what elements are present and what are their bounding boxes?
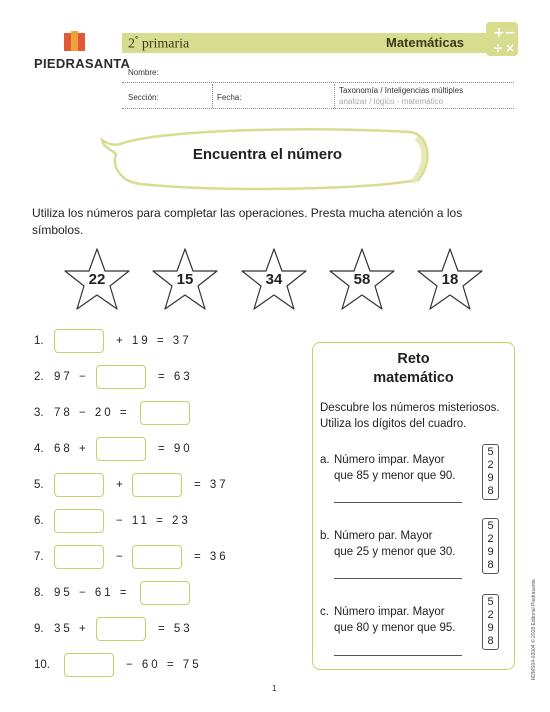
exercise-6-text: − 11 = 23 — [116, 515, 191, 527]
exercise-2-result: = 63 — [158, 371, 193, 383]
exercise-1-number: 1. — [34, 335, 44, 347]
reto-question-letter: c. — [320, 606, 329, 618]
exercise-4-text: 68 + — [54, 443, 89, 455]
answer-box[interactable] — [140, 401, 190, 425]
exercise-6-number: 6. — [34, 515, 44, 527]
svg-text:÷: ÷ — [493, 41, 504, 55]
answer-line[interactable] — [334, 655, 462, 656]
digit-box: 5 2 9 8 — [482, 594, 499, 650]
answer-box[interactable] — [132, 545, 182, 569]
answer-box[interactable] — [64, 653, 114, 677]
exercise-2-number: 2. — [34, 371, 44, 383]
exercise-3-text: 78 − 20 = — [54, 407, 130, 419]
publisher-logo-text: PIEDRASANTA — [34, 56, 131, 71]
exercise-7-result: = 36 — [194, 551, 229, 563]
exercise-1-text: + 19 = 37 — [116, 335, 192, 347]
exercise-3-number: 3. — [34, 407, 44, 419]
star-number: 18 — [441, 271, 459, 288]
date-label: Fecha: — [217, 93, 242, 102]
svg-text:+: + — [493, 25, 505, 41]
answer-box[interactable] — [96, 617, 146, 641]
piedrasanta-logo-icon — [62, 31, 88, 53]
star-number: 22 — [88, 271, 106, 288]
exercise-10-text: − 60 = 75 — [126, 659, 202, 671]
answer-box[interactable] — [54, 329, 104, 353]
answer-box[interactable] — [54, 473, 104, 497]
exercise-4-number: 4. — [34, 443, 44, 455]
taxonomy-value: analizar / lógico - matemático — [339, 97, 444, 106]
reto-title: Reto matemático — [373, 351, 454, 386]
instructions: Utiliza los números para completar las operaciones. Presta mucha atención a los símbolos. — [32, 206, 463, 237]
star-number: 34 — [265, 271, 283, 288]
reto-question-letter: a. — [320, 454, 330, 466]
page-title: Encuentra el número — [192, 146, 343, 163]
reto-intro: Descubre los números misteriosos. Utiliza los dígitos del cuadro. — [320, 402, 500, 430]
answer-line[interactable] — [334, 578, 462, 579]
divider — [212, 84, 213, 108]
grade-label: 2° primaria — [128, 35, 190, 52]
svg-text:−: − — [504, 25, 516, 41]
exercise-2-text: 97 − — [54, 371, 89, 383]
answer-box[interactable] — [96, 365, 146, 389]
exercise-8-number: 8. — [34, 587, 44, 599]
reto-question-text: Número impar. Mayor — [334, 606, 445, 618]
name-rule — [122, 82, 514, 83]
subject-label: Matemáticas — [386, 35, 465, 50]
page-number: 1 — [272, 684, 277, 693]
copyright-code: M2MS04-02004 © 2018 Editorial Piedrasanta — [531, 579, 537, 680]
exercise-5-result: = 37 — [194, 479, 229, 491]
digit-box: 5 2 9 8 — [482, 444, 499, 500]
star-number: 58 — [353, 271, 371, 288]
exercise-7-operator: − — [116, 551, 126, 563]
reto-question-letter: b. — [320, 530, 330, 542]
reto-question-text: Número impar. Mayor — [334, 454, 445, 466]
exercise-9-text: 35 + — [54, 623, 89, 635]
section-rule — [122, 108, 514, 109]
name-label: Nombre: — [128, 68, 159, 77]
reto-question-text: Número par. Mayor — [334, 530, 433, 542]
answer-box[interactable] — [140, 581, 190, 605]
exercise-7-number: 7. — [34, 551, 44, 563]
exercise-9-result: = 53 — [158, 623, 193, 635]
math-operators-icon — [484, 20, 520, 58]
digit-box: 5 2 9 8 — [482, 518, 499, 574]
taxonomy-label: Taxonomía / Inteligencias múltiples — [339, 86, 464, 95]
reto-question-text: que 85 y menor que 90. — [334, 470, 456, 482]
exercise-5-number: 5. — [34, 479, 44, 491]
reto-question-text: que 25 y menor que 30. — [334, 546, 456, 558]
exercise-9-number: 9. — [34, 623, 44, 635]
answer-line[interactable] — [334, 502, 462, 503]
section-label: Sección: — [128, 93, 159, 102]
answer-box[interactable] — [132, 473, 182, 497]
exercise-5-operator: + — [116, 479, 126, 491]
exercise-10-number: 10. — [34, 659, 50, 671]
star-number: 15 — [176, 271, 194, 288]
svg-text:×: × — [505, 41, 516, 55]
answer-box[interactable] — [54, 545, 104, 569]
reto-question-text: que 80 y menor que 95. — [334, 622, 456, 634]
divider — [334, 84, 335, 108]
exercise-8-text: 95 − 61 = — [54, 587, 130, 599]
exercise-4-result: = 90 — [158, 443, 193, 455]
answer-box[interactable] — [96, 437, 146, 461]
answer-box[interactable] — [54, 509, 104, 533]
